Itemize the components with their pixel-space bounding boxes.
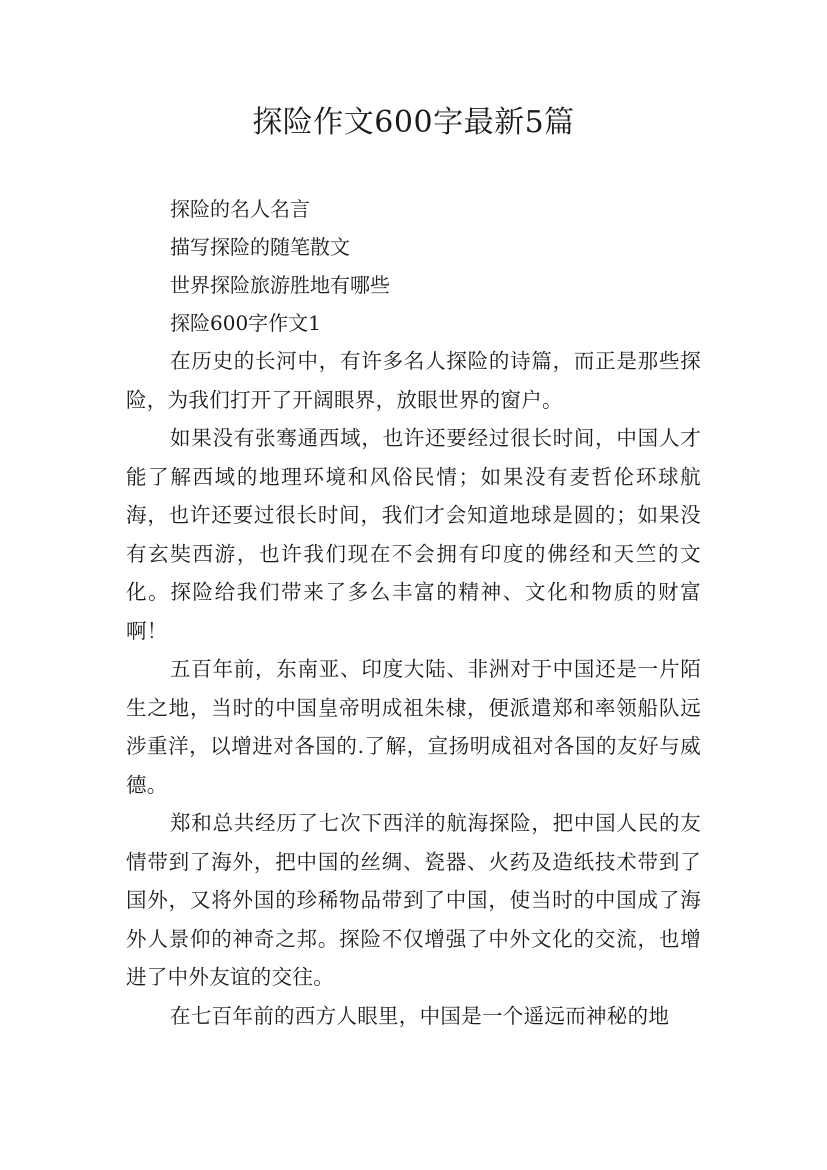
related-links xyxy=(126,190,701,342)
article-heading-1: 探险600字作文1 xyxy=(170,311,321,335)
paragraph: 在历史的长河中，有许多名人探险的诗篇，而正是那些探险，为我们打开了开阔眼界，放眼世界的窗户。 xyxy=(126,349,701,412)
paragraph: 在七百年前的西方人眼里，中国是一个遥远而神秘的地 xyxy=(170,1003,670,1028)
related-link-destinations[interactable]: 世界探险旅游胜地有哪些 xyxy=(170,273,390,297)
paragraph: 如果没有张骞通西域，也许还要经过很长时间，中国人才能了解西域的地理环境和风俗民情；如果没有麦哲伦环球航海，也许还要过很长时间，我们才会知道地球是圆的；如果没有玄奘西游，也许我们现在不会拥有印度的佛经和天竺的文化。探险给我们带来了多么丰富的精神、文化和物质的财富啊！ xyxy=(126,426,701,643)
paragraph: 五百年前，东南亚、印度大陆、非洲对于中国还是一片陌生之地，当时的中国皇帝明成祖朱棣，便派遣郑和率领船队远涉重洋，以增进对各国的.了解，宣扬明成祖对各国的友好与威德。 xyxy=(126,657,701,797)
related-link-famous-quotes[interactable]: 探险的名人名言 xyxy=(170,197,310,221)
document-title: 探险作文600字最新5篇 xyxy=(252,105,575,140)
paragraph: 郑和总共经历了七次下西洋的航海探险，把中国人民的友情带到了海外，把中国的丝绸、瓷器、火药及造纸技术带到了国外，又将外国的珍稀物品带到了中国，使当时的中国成了海外人景仰的神奇之邦。探险不仅增强了中外文化的交流，也增进了中外友谊的交往。 xyxy=(126,811,701,989)
related-link-essays[interactable]: 描写探险的随笔散文 xyxy=(170,235,350,259)
